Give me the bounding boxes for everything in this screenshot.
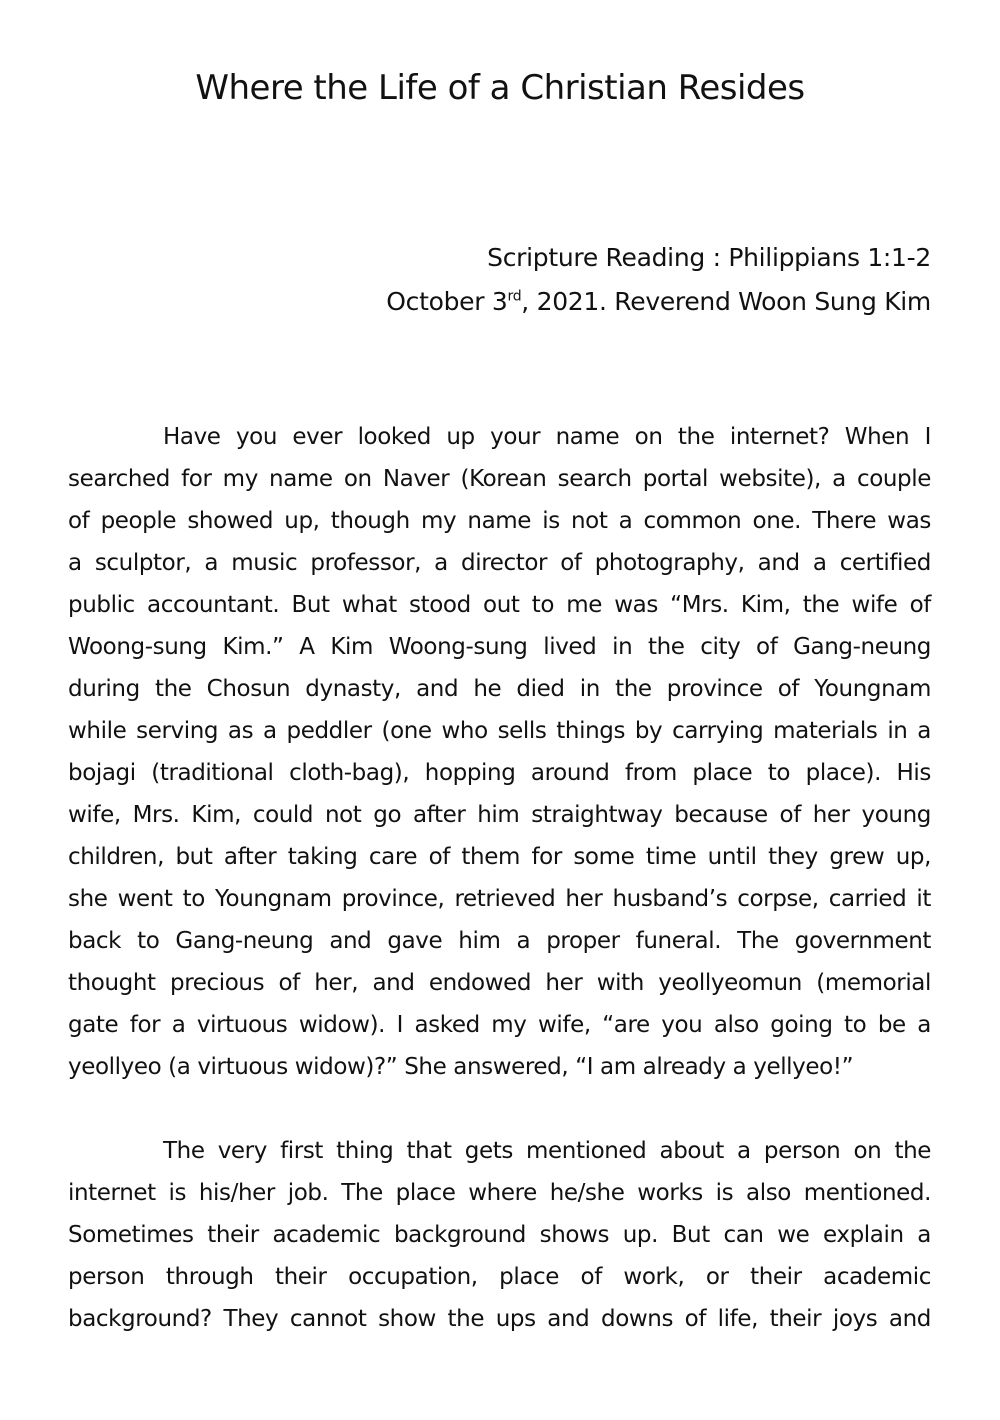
paragraph-2 — [68, 1130, 931, 1340]
paragraph-line: Have you ever looked up your name on the internet? When I — [163, 424, 931, 450]
paragraph-line: while serving as a peddler (one who sells things by carrying materials in a — [68, 718, 931, 744]
sermon-body — [68, 416, 931, 1340]
paragraph-gap — [68, 1088, 931, 1130]
date-ordinal-suffix: rd — [507, 288, 522, 305]
paragraph-line: internet is his/her job. The place where he/she works is also mentioned. — [68, 1180, 931, 1206]
paragraph-line: public accountant. But what stood out to me was “Mrs. Kim, the wife of — [68, 592, 931, 618]
paragraph-line: a sculptor, a music professor, a director of photography, and a certified — [68, 550, 931, 576]
paragraph-1 — [68, 416, 931, 1088]
paragraph-line: The very first thing that gets mentioned about a person on the — [163, 1138, 931, 1164]
paragraph-line: yeollyeo (a virtuous widow)?” She answered, “I am already a yellyeo!” — [68, 1054, 854, 1080]
paragraph-line: of people showed up, though my name is not a common one. There was — [68, 508, 931, 534]
scripture-reading: Scripture Reading : Philippians 1:1-2 — [487, 243, 931, 272]
sermon-date-author — [386, 280, 931, 324]
paragraph-line: Woong-sung Kim.” A Kim Woong-sung lived in the city of Gang-neung — [68, 634, 931, 660]
paragraph-line: Sometimes their academic background shows up. But can we explain a — [68, 1222, 931, 1248]
paragraph-line: searched for my name on Naver (Korean search portal website), a couple — [68, 466, 931, 492]
paragraph-line: back to Gang-neung and gave him a proper funeral. The government — [68, 928, 931, 954]
paragraph-line: background? They cannot show the ups and downs of life, their joys and — [68, 1306, 931, 1332]
paragraph-line: she went to Youngnam province, retrieved her husband’s corpse, carried it — [68, 886, 931, 912]
paragraph-line: wife, Mrs. Kim, could not go after him straightway because of her young — [68, 802, 931, 828]
paragraph-line: bojagi (traditional cloth-bag), hopping around from place to place). His — [68, 760, 931, 786]
sermon-meta — [386, 236, 931, 324]
paragraph-line: person through their occupation, place of work, or their academic — [68, 1264, 931, 1290]
paragraph-line: thought precious of her, and endowed her with yeollyeomun (memorial — [68, 970, 931, 996]
paragraph-line: children, but after taking care of them for some time until they grew up, — [68, 844, 931, 870]
date-rest: , 2021. Reverend Woon Sung Kim — [521, 287, 931, 316]
paragraph-line: gate for a virtuous widow). I asked my wife, “are you also going to be a — [68, 1012, 931, 1038]
date-month: October 3 — [386, 287, 508, 316]
paragraph-line: during the Chosun dynasty, and he died in the province of Youngnam — [68, 676, 931, 702]
sermon-title: Where the Life of a Christian Resides — [195, 68, 805, 108]
